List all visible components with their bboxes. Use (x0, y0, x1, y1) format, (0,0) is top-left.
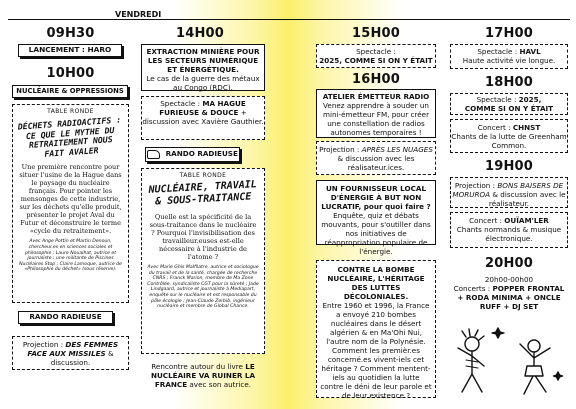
book-meeting-prefix: Rencontre autour du livre (151, 362, 243, 371)
havl-title: HAVL (519, 47, 541, 56)
extraction-title: EXTRACTION MINIÈRE POUR LES SECTEURS NUMÉRIQUE ET ÉNERGÉTIQUE. (146, 47, 260, 74)
hour-1400: 14H00 (175, 26, 225, 41)
spectacle-2-prefix: Spectacle : (356, 47, 396, 56)
concert-box-2 (450, 212, 568, 248)
spectacle-title: MA HAGUE FURIEUSE & DOUCE (159, 99, 246, 117)
party-block (450, 275, 568, 311)
hour-1700: 17H00 (484, 26, 534, 41)
book-title: LE NUCLÉAIRE VA RUINER LA FRANCE (150, 362, 256, 389)
projection-title: DES FEMMES FACE AUX MISSILES (27, 340, 119, 358)
projection-2-text: & discussion avec les réalisateur.ices. (337, 154, 415, 172)
spectacle-3-title: COMME SI ON Y ÉTAIT (464, 104, 554, 113)
dancers-illustration (448, 322, 570, 404)
projection-3-text: & discussion avec le réalisateur. (488, 190, 566, 208)
havl-prefix: Spectacle : (477, 47, 518, 56)
projection-3-title: BONS BAISERS DE MORUROA (452, 181, 564, 199)
hour-1800: 18H00 (484, 75, 534, 90)
spectacle-3-title-a: 2025, (518, 95, 542, 104)
concert-1-text: Chants de la lutte de Greenham Common. (451, 132, 567, 150)
bombe-title: CONTRE LA BOMBE NUCLÉAIRE, L'HÉRITAGE DES LUTTES DÉCOLONIALES. (327, 265, 425, 301)
spectacle-box-1 (141, 96, 265, 140)
round-table-text: Une première rencontre pour situer l'usine de la Hague dans le paysage du nucléaire français. Pour pointer les mensonges de cette industrie, sur les déchets qu'elle produit, présenter le projet Aval du Futur et déconstruire le terme «cycle du retraitement». (19, 163, 122, 236)
bombe-box (316, 260, 436, 398)
rando-box-2 (145, 147, 240, 162)
hour-1600: 16H00 (351, 72, 401, 87)
havl-box (450, 44, 568, 69)
concert-1-prefix: Concert : (477, 123, 511, 132)
hour-2000: 20H00 (484, 256, 534, 271)
projection-suffix: & discussion. (50, 349, 114, 367)
fournisseur-box (316, 180, 436, 256)
book-meeting (141, 362, 265, 389)
round-table-2-speakers: Avec Marie Ghis Malfilatre, autrice et sociologue du travail et de la santé, chargée de recherche CNRS ; Franck Marion, membre de Ma Zone Contrôlée, syndicaliste CGT pour la sûreté ; Jade Lindgaard, autrice et journaliste à Mediapart, enquête sur le nucléaire et est responsable du pôle écologie ; Jean-Claude Zerbib, ingénieur nucléaire et membre de Global Chance. (147, 265, 259, 310)
atelier-title: ATELIER ÉMETTEUR RADIO (322, 92, 430, 101)
extraction-box (141, 44, 265, 91)
projection-box-1 (12, 336, 129, 370)
projection-2-prefix: Projection : (319, 145, 360, 154)
hour-1500: 15H00 (351, 26, 401, 41)
header-rule (8, 19, 570, 20)
book-meeting-suffix: avec son autrice. (189, 380, 252, 389)
round-table-title: DÉCHETS RADIOACTIFS : CE QUE LE MYTHE DU RETRAITEMENT NOUS FAIT AVALER (17, 114, 122, 159)
concert-2-title: OUÏAM'LER (504, 216, 549, 225)
table-ronde-label-2: TABLE RONDE (179, 172, 227, 179)
concert-2-text: Chants normands & musique électronique. (456, 225, 562, 243)
hour-0930: 09H30 (46, 26, 95, 41)
extraction-text: Le cas de la guerre des métaux au Congo (RDC). (146, 74, 260, 92)
spectacle-prefix: Spectacle : (160, 99, 201, 108)
round-table-2-text: Quelle est la spécificité de la sous-traitance dans le nucléaire ? Pourquoi l'invisibilisation des travailleur.euses est-elle nécessaire à l'industrie de l'atome ? (149, 213, 257, 261)
launch-box: LANCEMENT : HARO (18, 44, 122, 57)
round-table-speakers: Avec Ange Pottin et Martin Denoun, chercheur.es en sciences sociales et philosophie ; Laure Noualhat, autrice et journaliste ; une militante de Piscines Nucléaires Stop ; Claire Lamoque, autrice de «Philosophie du déchet» (sous réserve). (19, 239, 122, 273)
spectacle-box-2 (316, 44, 436, 68)
havl-text: Haute activité vie longue. (462, 56, 556, 65)
party-time: 20h00-00h00 (484, 275, 534, 284)
projection-2-title: APRÈS LES NUAGES (361, 145, 433, 154)
projection-3-prefix: Projection : (454, 181, 496, 190)
shoe-icon (147, 150, 160, 159)
spectacle-2-title: 2025, COMME SI ON Y ÉTAIT (319, 56, 433, 65)
concert-box-1 (450, 119, 568, 153)
party-title: POPPER FRONTAL + RODA MINIMA + ONCLE RUFF + DJ SET (457, 284, 565, 311)
projection-prefix: Projection : (22, 340, 64, 349)
rando-label-2: RANDO RADIEUSE (165, 149, 238, 158)
bombe-text: Entre 1960 et 1996, la France a envoyé 210 bombes nucléaires dans le désert algérien & en Ma'Ohi Nui, l'autre nom de la Polynésie. Comment les premièr.es concerné.es vivent-iels cet héritage ? Comment mentent-iels au quotidien la lutte contre le déni de leur parole et de leur existence ? (320, 301, 432, 400)
hour-1900: 19H00 (484, 159, 534, 174)
atelier-box (316, 89, 436, 138)
projection-box-2 (316, 141, 436, 175)
projection-box-3 (450, 177, 568, 208)
atelier-text: Venez apprendre à souder un mini-émetteur FM, pour créer une constellation de radios autonomes temporaires ! (322, 101, 430, 137)
concert-1-title: CHNST (512, 123, 541, 132)
day-label: VENDREDI (115, 10, 162, 19)
round-table-2-title: NUCLÉAIRE, TRAVAIL & SOUS-TRAITANCE (148, 179, 258, 208)
theme-box: NUCLÉAIRE & OPPRESSIONS (12, 85, 128, 98)
round-table-2 (141, 168, 265, 354)
hour-1000: 10H00 (46, 66, 95, 81)
party-prefix: Concerts : (453, 284, 491, 293)
table-ronde-label: TABLE RONDE (47, 108, 94, 115)
fournisseur-title: UN FOURNISSEUR LOCAL D'ÉNERGIE À BUT NON LUCRATIF, pour quoi faire ? (321, 184, 431, 211)
spectacle-text: + discussion avec Xavière Gauthier. (142, 108, 264, 126)
fournisseur-text: Enquête, quiz et débats mouvants, pour s'outiller dans nos initiatives de réappropriation populaire de l'énergie. (321, 211, 431, 256)
spectacle-3-prefix: Spectacle : (476, 95, 517, 104)
rando-box-1: RANDO RADIEUSE (18, 311, 113, 324)
round-table-1 (12, 104, 129, 303)
spectacle-box-3 (450, 93, 568, 115)
concert-2-prefix: Concert : (469, 216, 502, 225)
